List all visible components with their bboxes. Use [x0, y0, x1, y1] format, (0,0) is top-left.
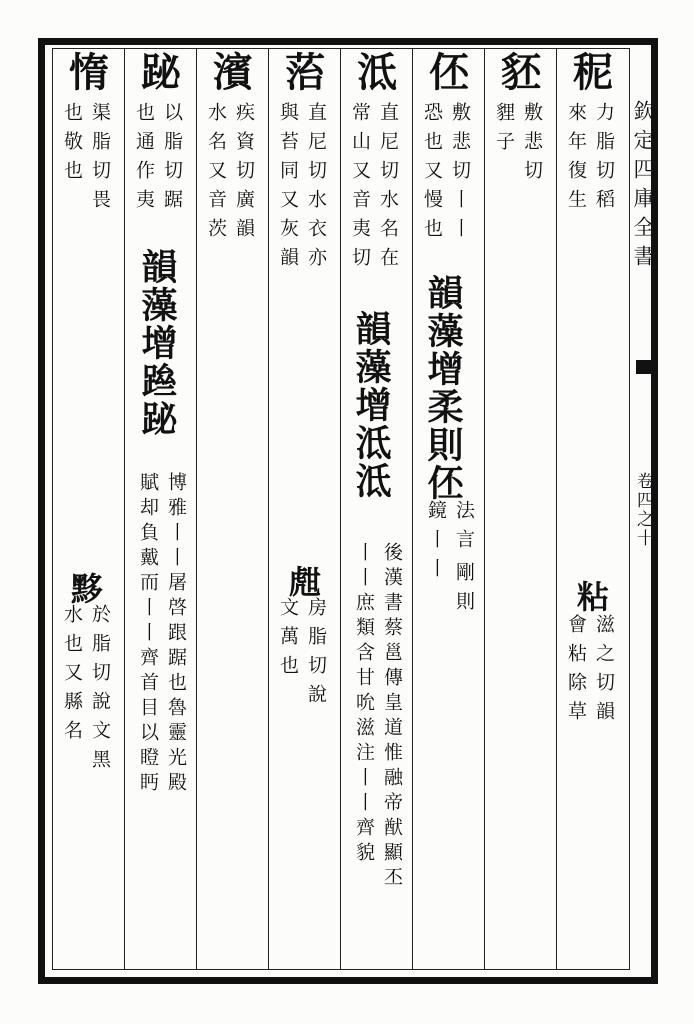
column-divider: [196, 48, 197, 970]
column-divider: [268, 48, 269, 970]
entry-head: 豾: [501, 49, 541, 96]
entry-line: 會粘除草: [565, 614, 587, 730]
entry-column: [560, 49, 626, 964]
entry-line: 水名又音茨: [205, 102, 227, 247]
entry-head: 秜: [573, 49, 613, 96]
entry-column: [344, 49, 410, 964]
column-divider: [124, 48, 125, 970]
entry-column: [416, 49, 482, 964]
entry-line: 賦却負戴而丨丨齊首目以瞪眄: [137, 472, 159, 797]
entry-line: 敷悲切丨丨: [449, 102, 471, 247]
entry-line: 來年復生: [565, 102, 587, 218]
entry-line: 直尼切水衣亦: [305, 102, 327, 276]
entry-line: 博雅丨丨屠啓跟踞也魯靈光殿: [165, 472, 187, 797]
entry-line: 力脂切稻: [593, 102, 615, 218]
entry-line: 房脂切說: [305, 597, 327, 713]
entry-line: 渠脂切畏: [89, 102, 111, 218]
entry-column: [200, 49, 266, 964]
entry-column: [56, 49, 122, 964]
entry-line: 疾資切廣韻: [233, 102, 255, 247]
rhyme-heading: 韻藻增䠁䟤: [136, 248, 178, 438]
entry-line: 以脂切踞: [161, 102, 183, 218]
entry-line: 也敬也: [61, 102, 83, 189]
entry-line: 法言: [453, 500, 475, 558]
entry-head: 泜: [357, 49, 397, 96]
entry-line: 貍子: [493, 102, 515, 160]
entry-head: 甝: [288, 563, 321, 601]
entry-line: 於脂切說文黑: [89, 604, 111, 778]
entry-line: 常山又音夷切: [349, 102, 371, 276]
column-divider: [556, 48, 557, 970]
entry-line: 丨丨庶類含甘吮滋注丨丨齊貌: [353, 542, 375, 867]
entry-line: 文萬也: [277, 597, 299, 684]
entry-line: 直尼切水名在: [377, 102, 399, 276]
edge-block-mark: [636, 360, 658, 374]
rhyme-heading: 韻藻增泜泜: [350, 310, 392, 500]
column-divider: [340, 48, 341, 970]
entry-column: [488, 49, 554, 964]
entry-column: [272, 49, 338, 964]
entry-line: 滋之切韻: [593, 614, 615, 730]
entry-head: 菭: [285, 49, 325, 96]
entry-head: 䟤: [141, 49, 181, 96]
entry-head: 黟: [70, 570, 103, 608]
entry-line: 敷悲切: [521, 102, 543, 189]
entry-head: 伾: [429, 49, 469, 96]
entry-head: 濱: [213, 49, 253, 96]
entry-line: 也通作夷: [133, 102, 155, 218]
entry-column: [128, 49, 194, 964]
column-divider: [484, 48, 485, 970]
edge-label-strip: [630, 100, 658, 700]
entry-line: 水也又縣名: [61, 604, 83, 749]
entry-line: 恐也又慢也: [421, 102, 443, 247]
edge-title: 欽定四庫全書: [631, 100, 655, 274]
edge-volume: 卷四之十: [633, 472, 653, 548]
entry-line: 鏡丨丨: [425, 500, 447, 587]
entry-head: 惰: [69, 49, 109, 96]
entry-line: 後漢書蔡邕傳皇道惟融帝猷顯丕: [381, 542, 403, 892]
entry-line: 剛則: [453, 562, 475, 620]
column-divider: [412, 48, 413, 970]
entry-line: 與苔同又灰韻: [277, 102, 299, 276]
entry-head: 粘: [576, 578, 609, 616]
rhyme-heading: 韻藻增柔則伾: [422, 274, 464, 502]
